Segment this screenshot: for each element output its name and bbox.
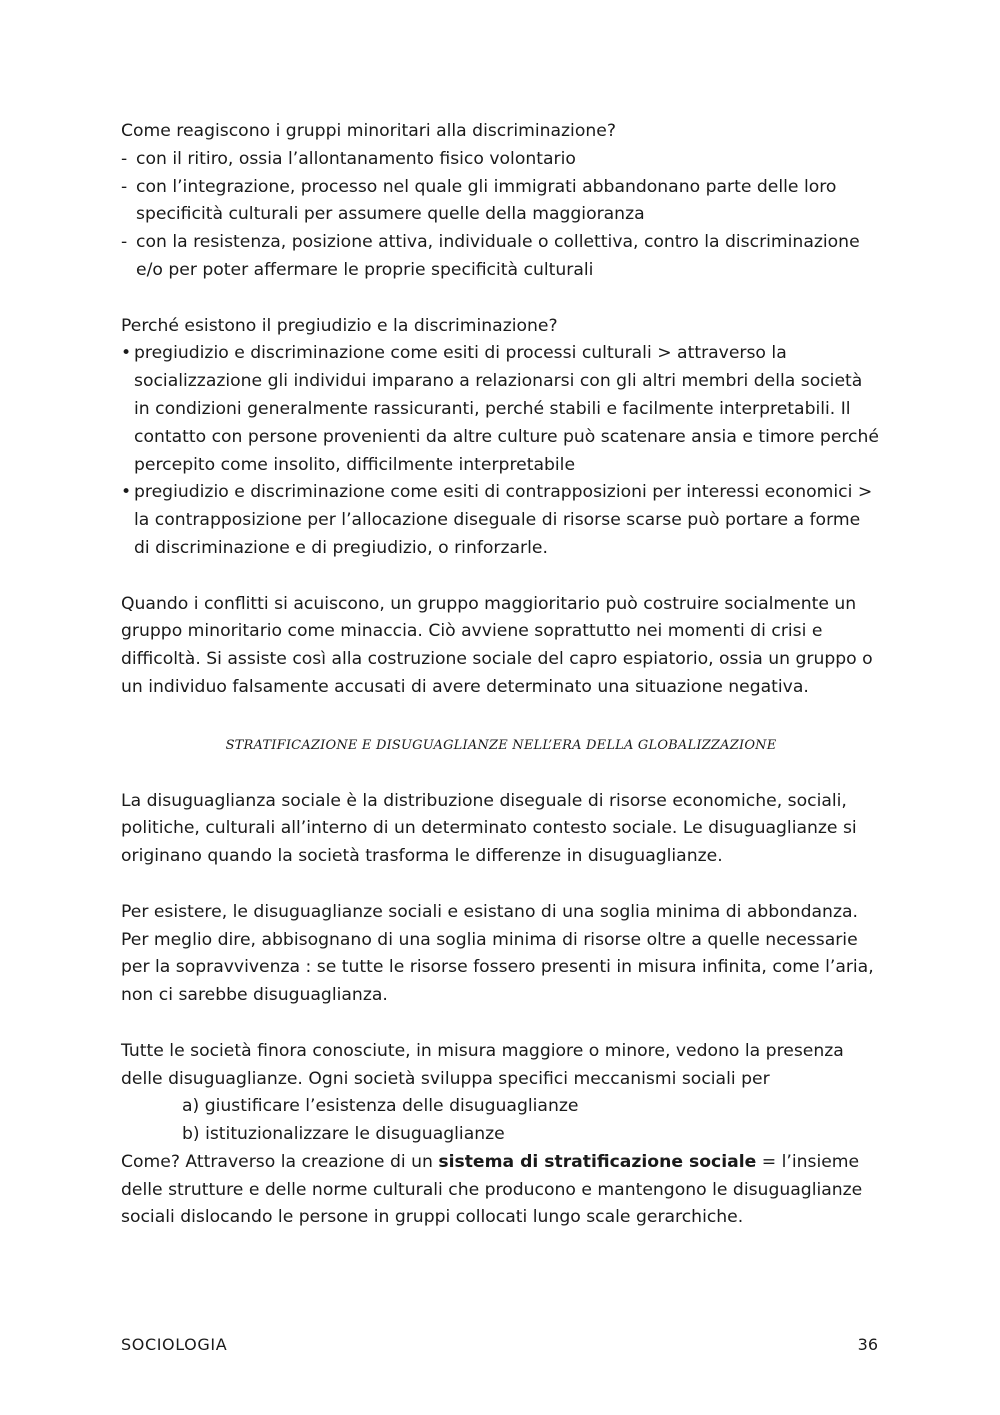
key-term: sistema di stratificazione sociale	[438, 1151, 757, 1172]
list-item	[121, 174, 881, 230]
dash-marker: -	[121, 232, 128, 253]
list-item-text: con la resistenza, posizione attiva, individuale o collettiva, contro la discriminazione e/o per poter affermare le proprie specificità culturali	[136, 232, 860, 280]
final-text-after: = l’insieme delle strutture e delle norme culturali che producono e mantengono le disuguaglianze sociali dislocando le persone in gruppi collocati lungo scale gerarchiche.	[121, 1151, 863, 1228]
dash-marker: -	[121, 176, 128, 197]
list-item-text: pregiudizio e discriminazione come esiti di contrapposizioni per interessi economici > la contrapposizione per l’allocazione diseguale di risorse scarse può portare a forme di discriminazione e di pregiudizio, o rinforzarle.	[134, 482, 873, 558]
list-item	[121, 340, 881, 479]
paragraph-threshold: Per esistere, le disuguaglianze sociali e esistano di una soglia minima di abbondanza. Per meglio dire, abbisognano di una soglia minima di risorse oltre a quelle necessarie per la sopravvivenza : se tutte le risorse fossero presenti in misura infinita, come l’aria, non ci sarebbe disuguaglianza.	[121, 901, 874, 1006]
bullet-marker: •	[121, 343, 132, 364]
list-item: b) istituzionalizzare le disuguaglianze	[182, 1124, 505, 1145]
list-item: a) giustificare l’esistenza delle disuguaglianze	[182, 1096, 579, 1117]
list-item-text: pregiudizio e discriminazione come esiti di processi culturali > attraverso la socializzazione gli individui imparano a relazionarsi con gli altri membri della società in condizioni generalmente rassicuranti, perché stabili e facilmente interpretabili. Il contatto con persone provenienti da altre culture può scatenare ansia e timore perché percepito come insolito, difficilmente interpretabile	[134, 343, 879, 475]
paragraph-stratification	[121, 1149, 881, 1232]
dash-marker: -	[121, 148, 128, 169]
footer-title: SOCIOLOGIA	[121, 1335, 228, 1354]
section-heading: STRATIFICAZIONE E DISUGUAGLIANZE NELL’ERA DELLA GLOBALIZZAZIONE	[225, 737, 777, 753]
page-number: 36	[857, 1335, 878, 1354]
page-content	[121, 118, 881, 1232]
bullet-marker: •	[121, 482, 132, 503]
list-item	[121, 146, 881, 174]
section2-question: Perché esistono il pregiudizio e la discriminazione?	[121, 315, 558, 336]
section1-question: Come reagiscono i gruppi minoritari alla discriminazione?	[121, 121, 616, 141]
list-item-text: con il ritiro, ossia l’allontanamento fisico volontario	[136, 148, 576, 169]
paragraph-conflicts: Quando i conflitti si acuiscono, un gruppo maggioritario può costruire socialmente un gruppo minoritario come minaccia. Ciò avviene soprattutto nei momenti di crisi e difficoltà. Si assiste così alla costruzione sociale del capro espiatorio, ossia un gruppo o un individuo falsamente accusati di avere determinato una situazione negativa.	[121, 593, 873, 697]
list-item	[121, 229, 881, 285]
paragraph-definition: La disuguaglianza sociale è la distribuzione diseguale di risorse economiche, sociali, politiche, culturali all’interno di un determinato contesto sociale. Le disuguaglianze si originano quando la società trasforma le differenze in disuguaglianze.	[121, 790, 857, 867]
final-text-before: Come? Attraverso la creazione di un	[121, 1151, 439, 1172]
list-item-text: con l’integrazione, processo nel quale gli immigrati abbandonano parte delle loro specificità culturali per assumere quelle della maggioranza	[136, 176, 837, 225]
paragraph-societies: Tutte le società finora conosciute, in misura maggiore o minore, vedono la presenza delle disuguaglianze. Ogni società sviluppa specifici meccanismi sociali per	[121, 1040, 844, 1089]
list-item	[121, 479, 881, 562]
